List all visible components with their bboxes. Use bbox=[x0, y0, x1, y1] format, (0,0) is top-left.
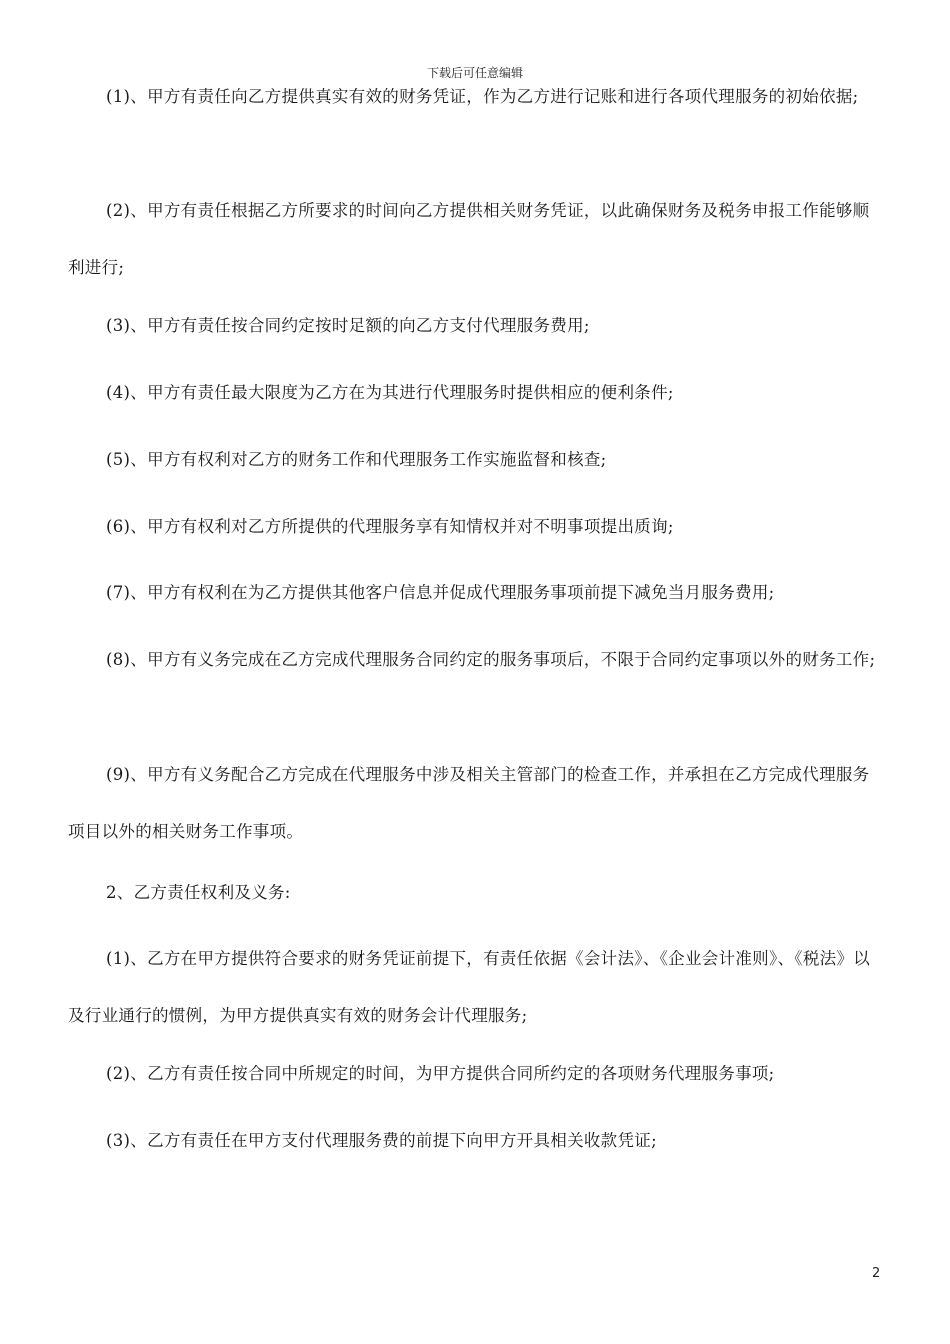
paragraph-7: (7)、甲方有权利在为乙方提供其他客户信息并促成代理服务事项前提下减免当月服务费用; bbox=[106, 583, 775, 602]
header-note: 下载后可任意编辑 bbox=[426, 66, 523, 80]
paragraph-6: (6)、甲方有权利对乙方所提供的代理服务享有知情权并对不明事项提出质询; bbox=[106, 517, 674, 536]
paragraph-2: (2)、甲方有责任根据乙方所要求的时间向乙方提供相关财务凭证，以此确保财务及税务申报工作能够顺利进行; bbox=[68, 201, 870, 277]
paragraph-5: (5)、甲方有权利对乙方的财务工作和代理服务工作实施监督和核查; bbox=[106, 450, 607, 469]
paragraph-8: (8)、甲方有义务完成在乙方完成代理服务合同约定的服务事项后，不限于合同约定事项以外的财务工作; bbox=[106, 650, 876, 669]
paragraph-b2: (2)、乙方有责任按合同中所规定的时间，为甲方提供合同所约定的各项财务代理服务事项; bbox=[106, 1064, 775, 1083]
page-number: 2 bbox=[872, 1266, 881, 1281]
paragraph-9: (9)、甲方有义务配合乙方完成在代理服务中涉及相关主管部门的检查工作，并承担在乙方完成代理服务项目以外的相关财务工作事项。 bbox=[68, 765, 870, 841]
section-heading-party-b: 2、乙方责任权利及义务: bbox=[106, 883, 291, 902]
paragraph-b3: (3)、乙方有责任在甲方支付代理服务费的前提下向甲方开具相关收款凭证; bbox=[106, 1131, 657, 1150]
paragraph-b1: (1)、乙方在甲方提供符合要求的财务凭证前提下，有责任依据《会计法》、《企业会计准则》、《税法》以及行业通行的惯例，为甲方提供真实有效的财务会计代理服务; bbox=[68, 949, 871, 1025]
paragraph-1: (1)、甲方有责任向乙方提供真实有效的财务凭证，作为乙方进行记账和进行各项代理服务的初始依据; bbox=[106, 87, 859, 106]
paragraph-4: (4)、甲方有责任最大限度为乙方在为其进行代理服务时提供相应的便利条件; bbox=[106, 383, 674, 402]
paragraph-3: (3)、甲方有责任按合同约定按时足额的向乙方支付代理服务费用; bbox=[106, 316, 590, 335]
